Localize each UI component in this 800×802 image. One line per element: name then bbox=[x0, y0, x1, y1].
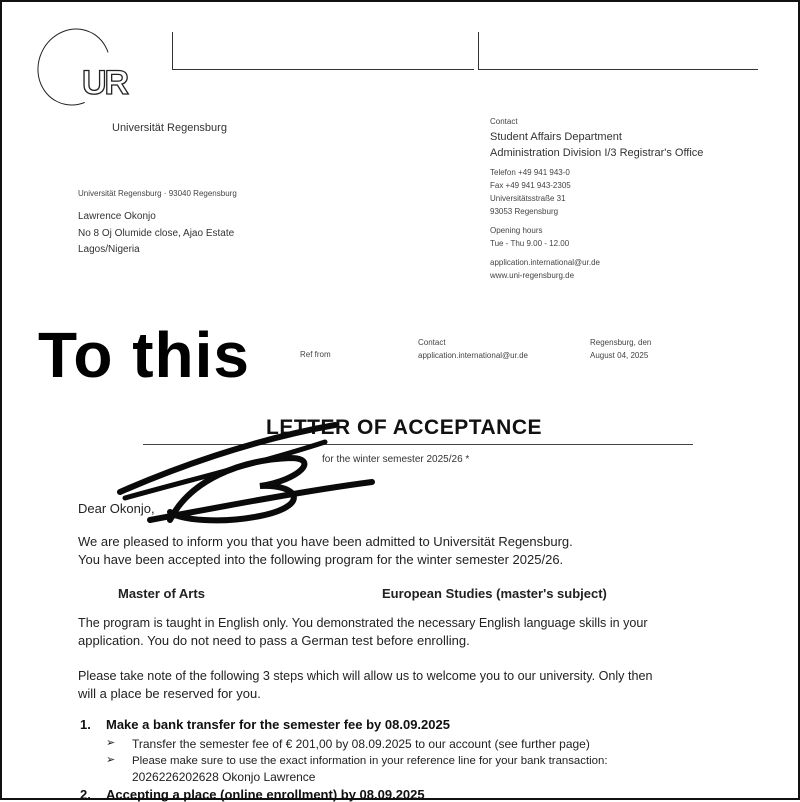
sender-phone: Telefon +49 941 943-0 bbox=[490, 168, 570, 177]
steps-intro-1: Please take note of the following 3 steps which will allow us to welcome you to our university. Only then bbox=[78, 669, 653, 683]
contact-label: Contact bbox=[418, 338, 446, 347]
university-logo: UR bbox=[82, 64, 128, 102]
degree: Master of Arts bbox=[118, 586, 205, 601]
letter-subtitle: for the winter semester 2025/26 * bbox=[322, 454, 470, 465]
university-name: Universität Regensburg bbox=[112, 122, 227, 134]
language-note-1: The program is taught in English only. You demonstrated the necessary English language skills in your bbox=[78, 616, 648, 630]
return-address: Universität Regensburg · 93040 Regensburg bbox=[78, 189, 237, 198]
sender-department: Student Affairs Department bbox=[490, 131, 622, 143]
step-1-bullet-1: Transfer the semester fee of € 201,00 by 08.09.2025 to our account (see further page) bbox=[132, 737, 590, 751]
bullet-arrow-icon: ➢ bbox=[106, 754, 116, 766]
sender-web: www.uni-regensburg.de bbox=[490, 271, 575, 280]
step-2-number: 2. bbox=[80, 787, 91, 802]
bullet-arrow-icon: ➢ bbox=[106, 737, 116, 749]
step-1-reference: 2026226202628 Okonjo Lawrence bbox=[132, 770, 316, 784]
signature-scribble bbox=[110, 420, 380, 540]
sender-label: Contact bbox=[490, 117, 518, 126]
sender-email: application.international@ur.de bbox=[490, 258, 600, 267]
sender-building: Universitätsstraße 31 bbox=[490, 194, 566, 203]
sender-hours: Tue - Thu 9.00 - 12.00 bbox=[490, 239, 570, 248]
recipient-name: Lawrence Okonjo bbox=[78, 211, 156, 222]
header-divider-right bbox=[478, 32, 479, 70]
date-value: August 04, 2025 bbox=[590, 351, 649, 360]
sender-hours-label: Opening hours bbox=[490, 226, 543, 235]
overlay-caption: To this bbox=[38, 319, 250, 391]
header-rule-left bbox=[172, 69, 474, 70]
steps-intro-2: will a place be reserved for you. bbox=[78, 686, 261, 701]
contact-value: application.international@ur.de bbox=[418, 351, 528, 360]
ref-label: Ref from bbox=[300, 350, 331, 359]
date-label: Regensburg, den bbox=[590, 338, 652, 347]
step-1-title: Make a bank transfer for the semester fee by 08.09.2025 bbox=[106, 717, 450, 732]
step-1-number: 1. bbox=[80, 717, 91, 732]
sender-fax: Fax +49 941 943-2305 bbox=[490, 181, 571, 190]
recipient-street: No 8 Oj Olumide close, Ajao Estate bbox=[78, 228, 235, 239]
sender-city: 93053 Regensburg bbox=[490, 207, 559, 216]
letter-title: LETTER OF ACCEPTANCE bbox=[266, 416, 542, 439]
header-divider-left bbox=[172, 32, 173, 70]
program: European Studies (master's subject) bbox=[382, 586, 607, 601]
step-2-title: Accepting a place (online enrollment) by 08.09.2025 bbox=[106, 787, 425, 802]
step-1-bullet-2: Please make sure to use the exact information in your reference line for your bank transaction: bbox=[132, 755, 608, 767]
sender-division: Administration Division I/3 Registrar's Office bbox=[490, 147, 704, 159]
intro-line-1: We are pleased to inform you that you have been admitted to Universität Regensburg. bbox=[78, 534, 573, 549]
language-note-2: application. You do not need to pass a German test before enrolling. bbox=[78, 633, 470, 648]
intro-line-2: You have been accepted into the following program for the winter semester 2025/26. bbox=[78, 552, 564, 567]
recipient-city: Lagos/Nigeria bbox=[78, 244, 140, 255]
greeting: Dear Okonjo, bbox=[78, 501, 155, 516]
header-rule-right bbox=[478, 69, 758, 70]
